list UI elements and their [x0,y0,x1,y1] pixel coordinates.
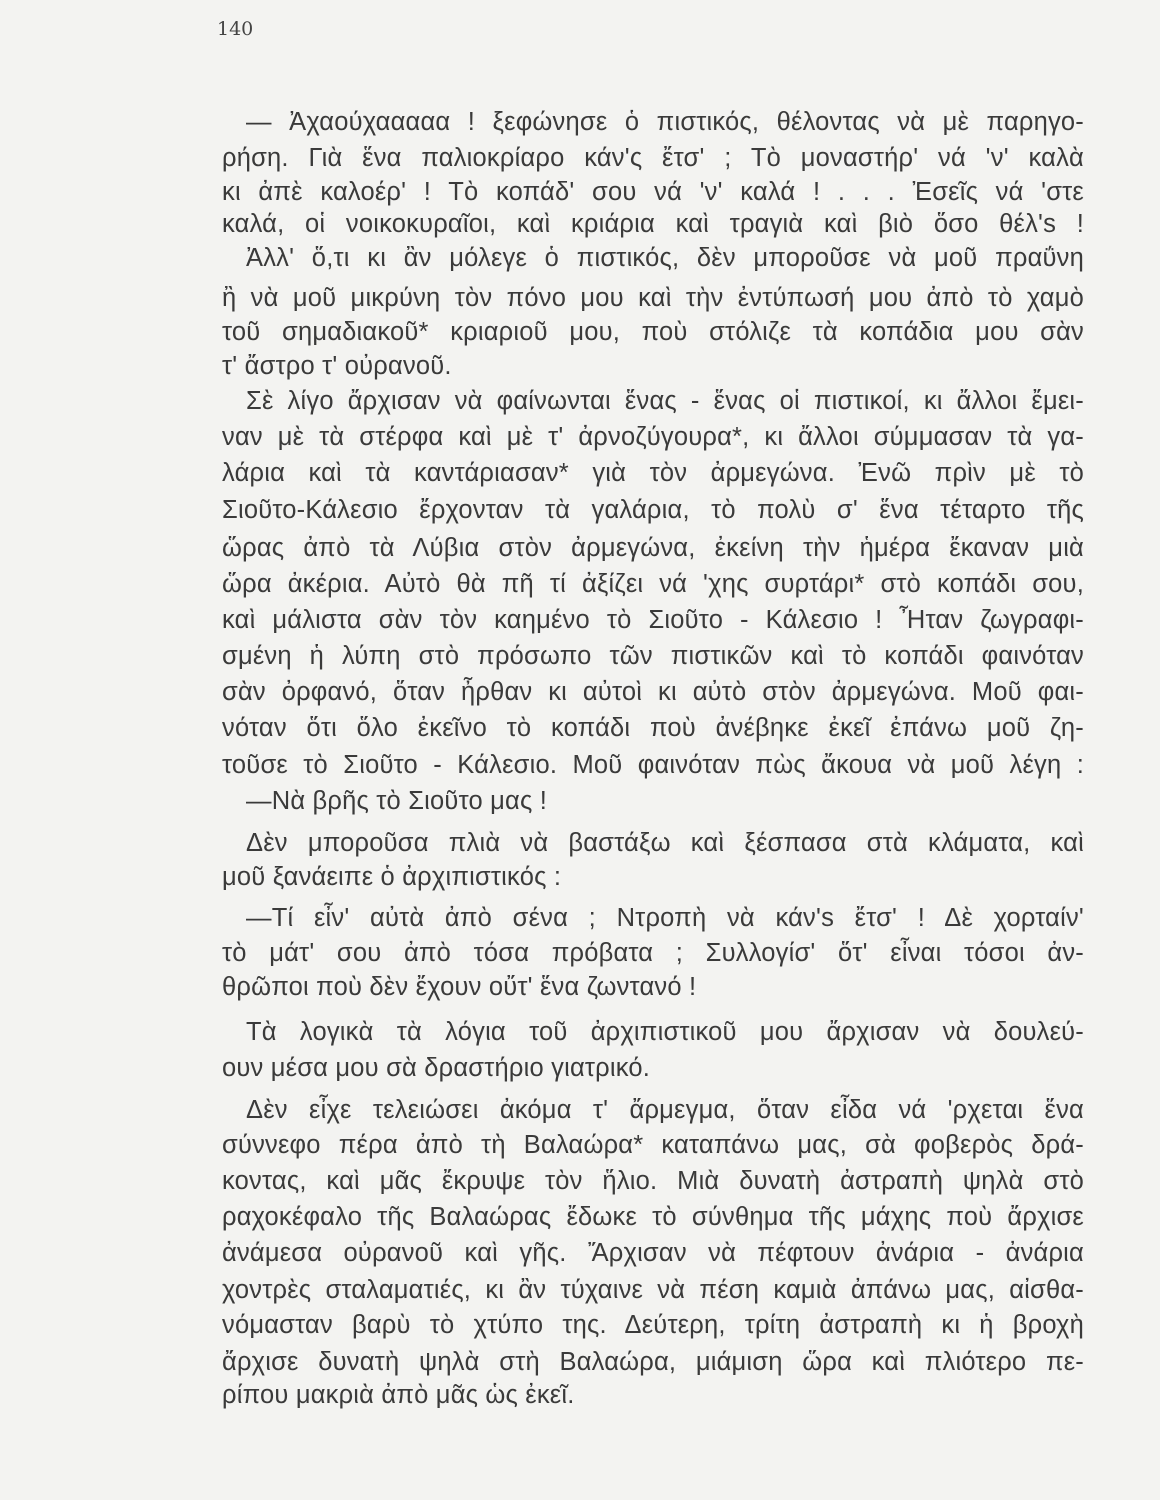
text-line: χοντρὲς σταλαματιές, κι ἂν τύχαινε νὰ πέση καμιὰ ἀπάνω μας, αἰσθα- [222,1276,1084,1304]
text-line: σὰν ὀρφανό, ὅταν ἦρθαν κι αὐτοὶ κι αὐτὸ στὸν ἀρμεγώνα. Μοῦ φαι- [222,678,1084,706]
text-line: ὥρας ἀπὸ τὰ Λύβια στὸν ἀρμεγώνα, ἐκείνη τὴν ἡμέρα ἔκαναν μιὰ [222,534,1084,562]
text-line: ρήση. Γιὰ ἕνα παλιοκρίαρο κάν'ς ἔτσ' ; Τὸ μοναστήρ' νά 'ν' καλὰ [222,144,1084,172]
text-line: — Ἀχαούχααααα ! ξεφώνησε ὁ πιστικός, θέλοντας νὰ μὲ παρηγο- [246,108,1084,136]
text-line: Τὰ λογικὰ τὰ λόγια τοῦ ἀρχιπιστικοῦ μου ἄρχισαν νὰ δουλεύ- [246,1018,1084,1046]
text-line: κι ἀπὲ καλοέρ' ! Τὸ κοπάδ' σου νά 'ν' καλά ! . . . Ἐσεῖς νά 'στε [222,178,1084,206]
text-line: —Τί εἶν' αὐτὰ ἀπὸ σένα ; Ντροπὴ νὰ κάν's ἔτσ' ! Δὲ χορταίν' [246,904,1084,932]
text-line: Σιοῦτο-Κάλεσιο ἔρχονταν τὰ γαλάρια, τὸ πολὺ σ' ἕνα τέταρτο τῆς [222,496,1084,524]
text-line: ουν μέσα μου σὰ δραστήριο γιατρικό. [222,1054,651,1082]
text-line: Σὲ λίγο ἄρχισαν νὰ φαίνωνται ἕνας - ἕνας οἱ πιστικοί, κι ἄλλοι ἔμει- [246,387,1084,415]
text-line: νόταν ὅτι ὅλο ἐκεῖνο τὸ κοπάδι ποὺ ἀνέβηκε ἐκεῖ ἐπάνω μοῦ ζη- [222,714,1084,742]
text-line: καὶ μάλιστα σὰν τὸν καημένο τὸ Σιοῦτο - Κάλεσιο ! Ἦταν ζωγραφι- [222,606,1084,634]
text-line: μοῦ ξανάειπε ὁ ἀρχιπιστικός : [222,863,562,891]
text-line: θρῶποι ποὺ δὲν ἔχουν οὔτ' ἕνα ζωντανό ! [222,973,697,1001]
text-line: τὸ μάτ' σου ἀπὸ τόσα πρόβατα ; Συλλογίσ' ὅτ' εἶναι τόσοι ἀν- [222,939,1084,967]
text-line: ἀνάμεσα οὐρανοῦ καὶ γῆς. Ἄρχισαν νὰ πέφτουν ἀνάρια - ἀνάρια [222,1239,1084,1267]
text-line: Ἀλλ' ὅ,τι κι ἂν μόλεγε ὁ πιστικός, δὲν μποροῦσε νὰ μοῦ πραΰνη [246,244,1084,272]
text-line: λάρια καὶ τὰ καντάριασαν* γιὰ τὸν ἀρμεγώνα. Ἐνῶ πρὶν μὲ τὸ [222,459,1084,487]
text-line: —Νὰ βρῆς τὸ Σιοῦτο μας ! [246,787,548,815]
text-line: νόμασταν βαρὺ τὸ χτύπο της. Δεύτερη, τρίτη ἀστραπὴ κι ἡ βροχὴ [222,1311,1084,1339]
text-line: ἄρχισε δυνατὴ ψηλὰ στὴ Βαλαώρα, μιάμιση ὥρα καὶ πλιότερο πε- [222,1348,1084,1376]
page-number: 140 [217,18,254,40]
text-line: τ' ἄστρο τ' οὐρανοῦ. [222,352,452,380]
text-line: ἢ νὰ μοῦ μικρύνη τὸν πόνο μου καὶ τὴν ἐντύπωσή μου ἀπὸ τὸ χαμὸ [222,284,1084,312]
text-line: τοῦ σημαδιακοῦ* κριαριοῦ μου, ποὺ στόλιζε τὰ κοπάδια μου σὰν [222,318,1084,346]
text-line: ρίπου μακριὰ ἀπὸ μᾶς ὡς ἐκεῖ. [222,1381,575,1409]
text-line: τοῦσε τὸ Σιοῦτο - Κάλεσιο. Μοῦ φαινόταν πὼς ἄκουα νὰ μοῦ λέγη : [222,751,1084,779]
text-line: Δὲν μποροῦσα πλιὰ νὰ βαστάξω καὶ ξέσπασα στὰ κλάματα, καὶ [246,829,1084,857]
text-line: ὥρα ἀκέρια. Αὐτὸ θὰ πῆ τί ἀξίζει νά 'χης συρτάρι* στὸ κοπάδι σου, [222,570,1084,598]
text-line: σμένη ἡ λύπη στὸ πρόσωπο τῶν πιστικῶν καὶ τὸ κοπάδι φαινόταν [222,642,1084,670]
text-line: Δὲν εἶχε τελειώσει ἀκόμα τ' ἄρμεγμα, ὅταν εἶδα νά 'ρχεται ἕνα [246,1096,1084,1124]
text-line: ναν μὲ τὰ στέρφα καὶ μὲ τ' ἀρνοζύγουρα*, κι ἄλλοι σύμμασαν τὰ γα- [222,423,1084,451]
text-line: κοντας, καὶ μᾶς ἔκρυψε τὸν ἥλιο. Μιὰ δυνατὴ ἀστραπὴ ψηλὰ στὸ [222,1167,1084,1195]
text-line: καλά, οἱ νοικοκυραῖοι, καὶ κριάρια καὶ τραγιὰ καὶ βιὸ ὅσο θέλ's ! [222,210,1084,238]
text-line: ραχοκέφαλο τῆς Βαλαώρας ἔδωκε τὸ σύνθημα τῆς μάχης ποὺ ἄρχισε [222,1203,1084,1231]
text-line: σύννεφο πέρα ἀπὸ τὴ Βαλαώρα* καταπάνω μας, σὰ φοβερὸς δρά- [222,1131,1084,1159]
